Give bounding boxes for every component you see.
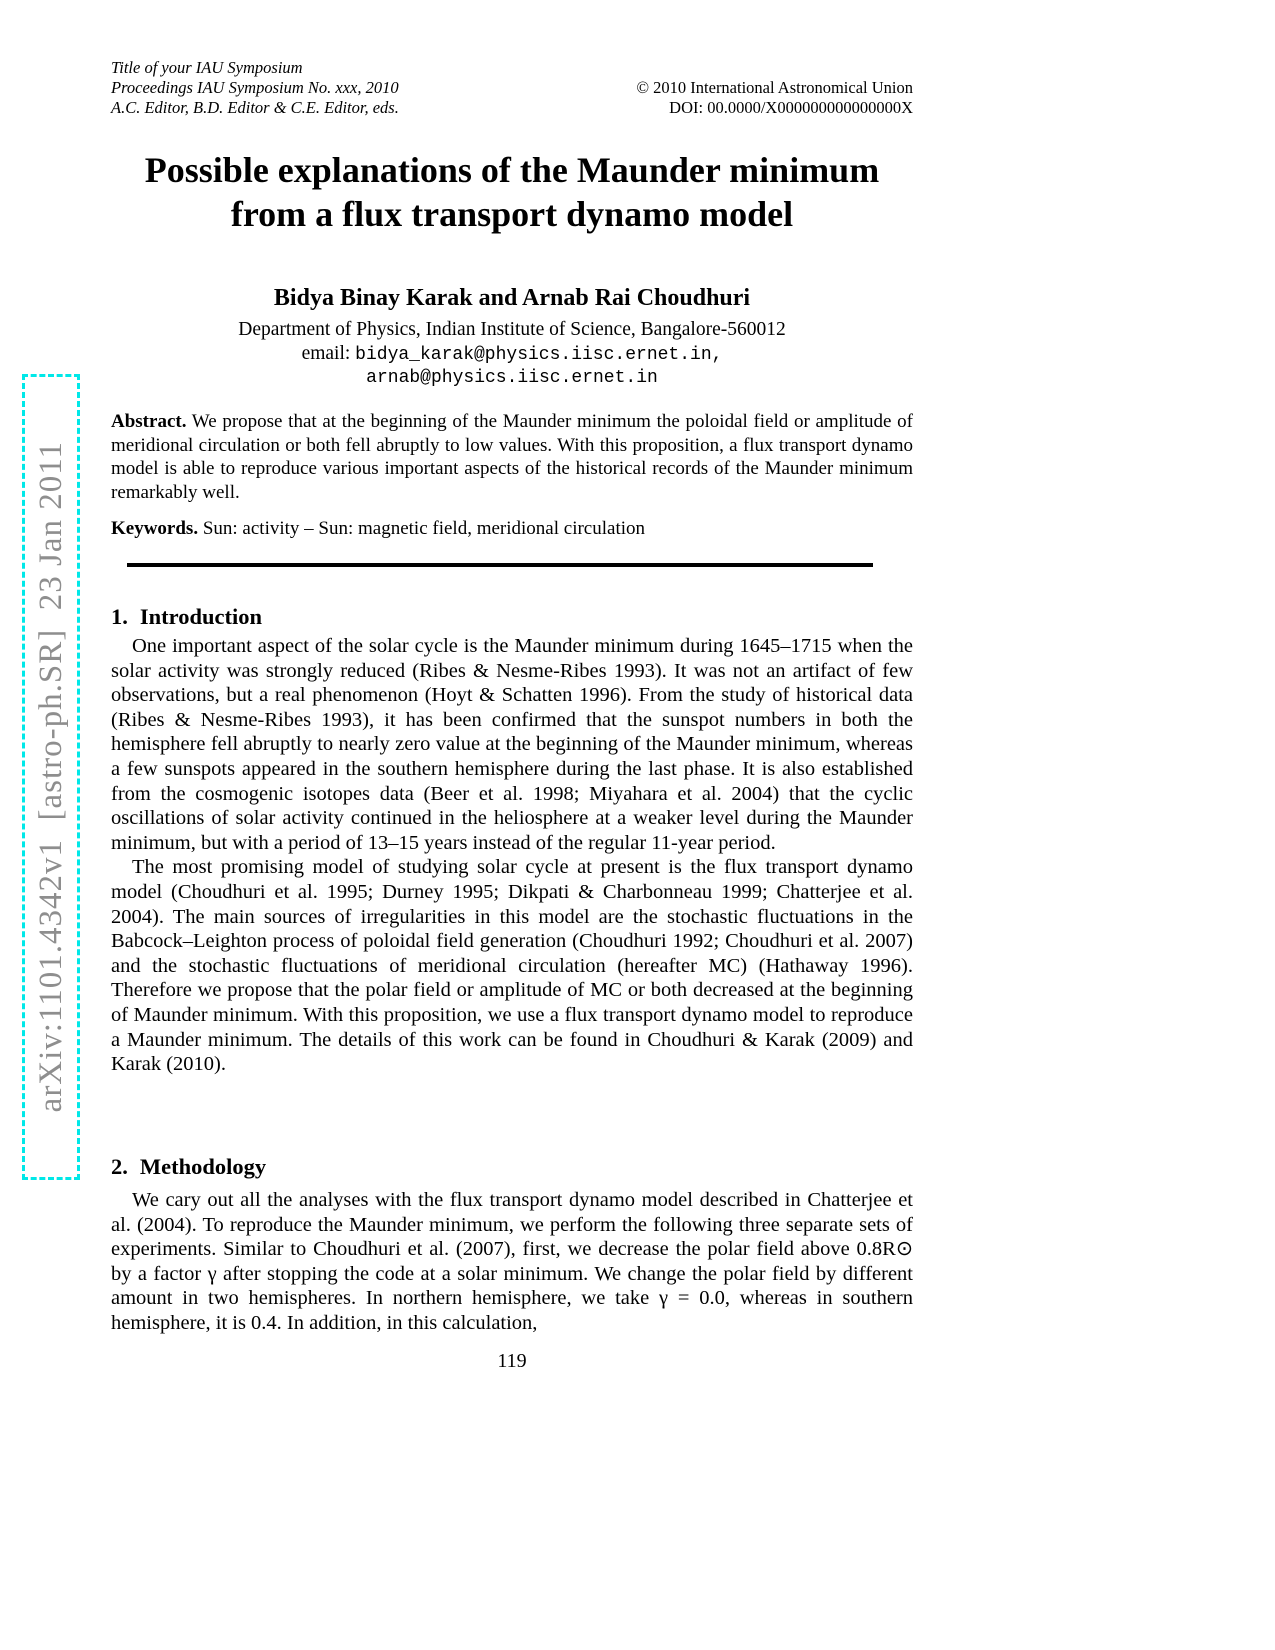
paper-title: Possible explanations of the Maunder minimum from a flux transport dynamo model — [144, 150, 880, 234]
section-title: Introduction — [139, 604, 262, 629]
copyright-line: © 2010 International Astronomical Union — [636, 78, 913, 97]
authors: Bidya Binay Karak and Arnab Rai Choudhuri — [273, 285, 751, 311]
arxiv-identifier-text: arXiv:1101.4342v1 [astro-ph.SR] 23 Jan 2011 — [32, 441, 69, 1113]
section-heading-introduction — [111, 604, 913, 630]
running-head — [111, 58, 913, 118]
arxiv-banner-box — [22, 374, 80, 1180]
section-body-methodology — [111, 1188, 913, 1336]
paragraph: We cary out all the analyses with the flux transport dynamo model described in Chatterjee et al. (2004). To reproduce the Maunder minimum, we perform the following three separate sets of experiments. Similar to Choudhuri et al. (2007), first, we decrease the polar field above 0.8R⊙ by a factor γ after stopping the code at a solar minimum. We change the polar field by different amount in two hemispheres. In northern hemisphere, we take γ = 0.0, whereas in southern hemisphere, it is 0.4. In addition, in this calculation, — [111, 1189, 913, 1334]
editors-line: A.C. Editor, B.D. Editor & C.E. Editor, eds. — [111, 98, 399, 117]
symposium-title-line: Title of your IAU Symposium — [111, 58, 303, 77]
abstract-text: We propose that at the beginning of the Maunder minimum the poloidal field or amplitude of meridional circulation or both fell abruptly to low values. With this proposition, a flux transport dynamo model is able to reproduce various important aspects of the historical records of the Maunder minimum remarkably well. — [111, 411, 913, 503]
abstract-label: Abstract. — [111, 411, 187, 432]
abstract — [111, 410, 913, 504]
email-block — [111, 343, 913, 389]
section-title: Methodology — [139, 1154, 267, 1179]
keywords-text: Sun: activity – Sun: magnetic field, meridional circulation — [198, 518, 646, 539]
section-heading-methodology — [111, 1154, 913, 1180]
section-number: 2. — [111, 1154, 128, 1179]
paragraph: The most promising model of studying solar cycle at present is the flux transport dynamo model (Choudhuri et al. 1995; Durney 1995; Dikpati & Charbonneau 1999; Chatterjee et al. 2004). The main sources of irregularities in this model are the stochastic fluctuations in the Babcock–Leighton process of poloidal field generation (Choudhuri 1992; Choudhuri et al. 2007) and the stochastic fluctuations of meridional circulation (hereafter MC) (Hathaway 1996). Therefore we propose that the polar field or amplitude of MC or both decreased at the beginning of Maunder minimum. With this proposition, we use a flux transport dynamo model to reproduce a Maunder minimum. The details of this work can be found in Choudhuri & Karak (2009) and Karak (2010). — [111, 856, 913, 1076]
email-address-1: bidya_karak@physics.iisc.ernet.in, — [355, 345, 723, 365]
horizontal-rule — [127, 563, 873, 567]
running-head-left — [111, 58, 399, 118]
doi-line: DOI: 00.0000/X000000000000000X — [669, 98, 913, 117]
email-label: email: — [301, 343, 356, 364]
affiliation: Department of Physics, Indian Institute of Science, Bangalore-560012 — [238, 319, 786, 340]
keywords-label: Keywords. — [111, 518, 199, 539]
email-line-1 — [111, 343, 913, 366]
page-number: 119 — [497, 1350, 527, 1372]
section-number: 1. — [111, 604, 128, 629]
email-address-2: arnab@physics.iisc.ernet.in — [366, 368, 658, 388]
running-head-right — [637, 58, 914, 118]
keywords — [111, 517, 913, 540]
proceedings-line: Proceedings IAU Symposium No. xxx, 2010 — [111, 78, 399, 97]
paragraph: One important aspect of the solar cycle is the Maunder minimum during 1645–1715 when the solar activity was strongly reduced (Ribes & Nesme-Ribes 1993). It was not an artifact of few observations, but a real phenomenon (Hoyt & Schatten 1996). From the study of historical data (Ribes & Nesme-Ribes 1993), it has been confirmed that the sunspot numbers in both the hemisphere fell abruptly to nearly zero value at the beginning of the Maunder minimum, whereas a few sunspots appeared in the southern hemisphere during the last phase. It is also established from the cosmogenic isotopes data (Beer et al. 1998; Miyahara et al. 2004) that the cyclic oscillations of solar activity continued in the heliosphere at a weaker level during the Maunder minimum, but with a period of 13–15 years instead of the regular 11-year period. — [111, 635, 913, 854]
email-line-2 — [111, 366, 913, 389]
section-body-introduction — [111, 634, 913, 1077]
